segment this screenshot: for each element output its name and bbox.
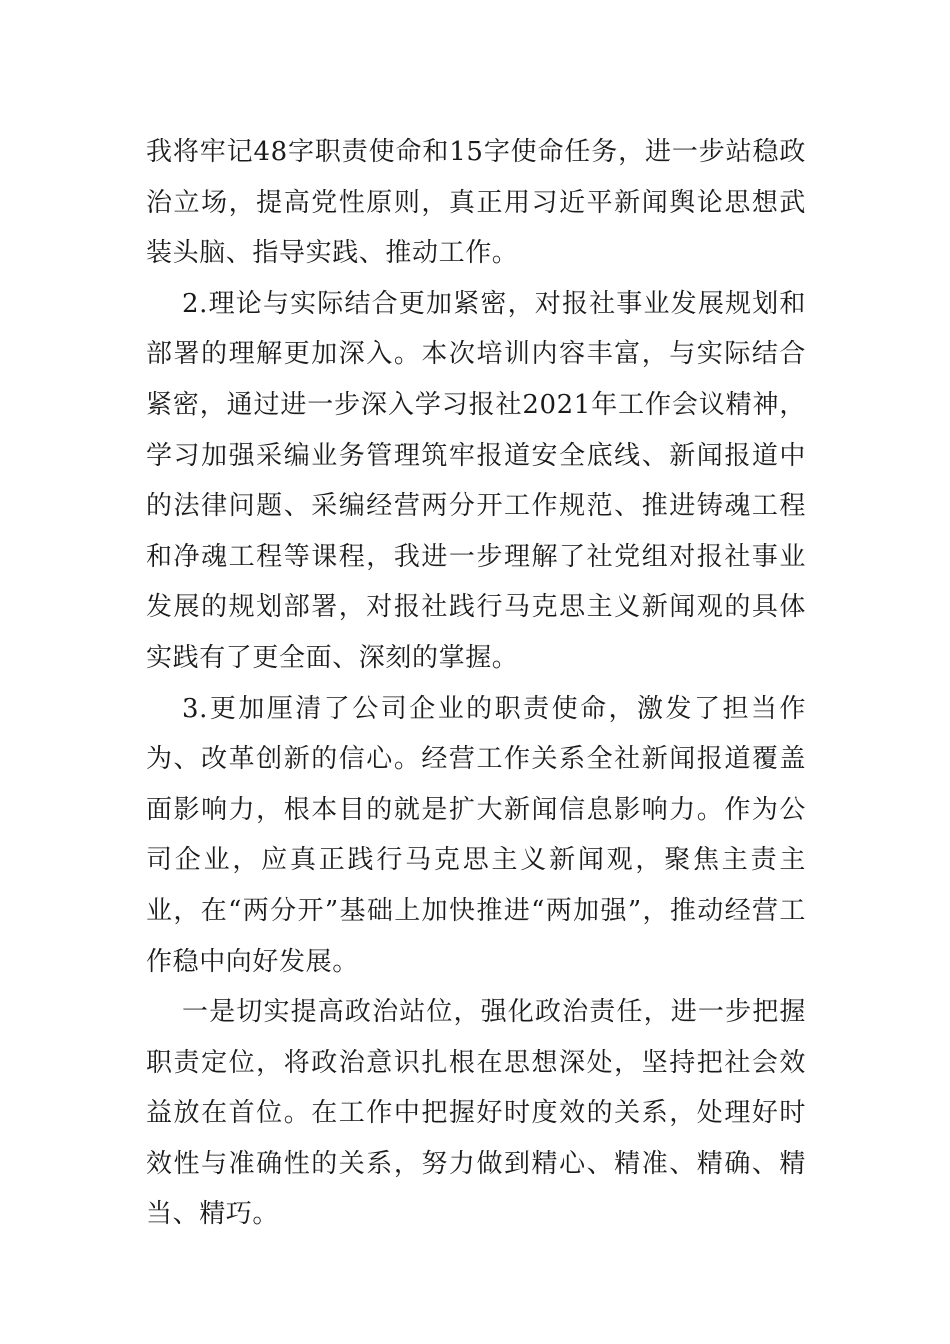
paragraph-3: 3.更加厘清了公司企业的职责使命，激发了担当作为、改革创新的信心。经营工作关系全社新闻报道覆盖面影响力，根本目的就是扩大新闻信息影响力。作为公司企业，应真正践行马克思主义新闻观，聚焦主责主业，在“两分开”基础上加快推进“两加强”，推动经营工作稳中向好发展。 <box>146 693 806 977</box>
paragraph-4: 一是切实提高政治站位，强化政治责任，进一步把握职责定位，将政治意识扎根在思想深处，坚持把社会效益放在首位。在工作中把握好时度效的关系，处理好时效性与准确性的关系，努力做到精心、精准、精确、精当、精巧。 <box>146 997 806 1230</box>
paragraph-2: 2.理论与实际结合更加紧密，对报社事业发展规划和部署的理解更加深入。本次培训内容丰富，与实际结合紧密，通过进一步深入学习报社2021年工作会议精神，学习加强采编业务管理筑牢报道安全底线、新闻报道中的法律问题、采编经营两分开工作规范、推进铸魂工程和净魂工程等课程，我进一步理解了社党组对报社事业发展的规划部署，对报社践行马克思主义新闻观的具体实践有了更全面、深刻的掌握。 <box>146 288 806 673</box>
document-body <box>146 127 806 1240</box>
paragraph-1: 我将牢记48字职责使命和15字使命任务，进一步站稳政治立场，提高党性原则，真正用习近平新闻舆论思想武装头脑、指导实践、推动工作。 <box>146 137 806 269</box>
